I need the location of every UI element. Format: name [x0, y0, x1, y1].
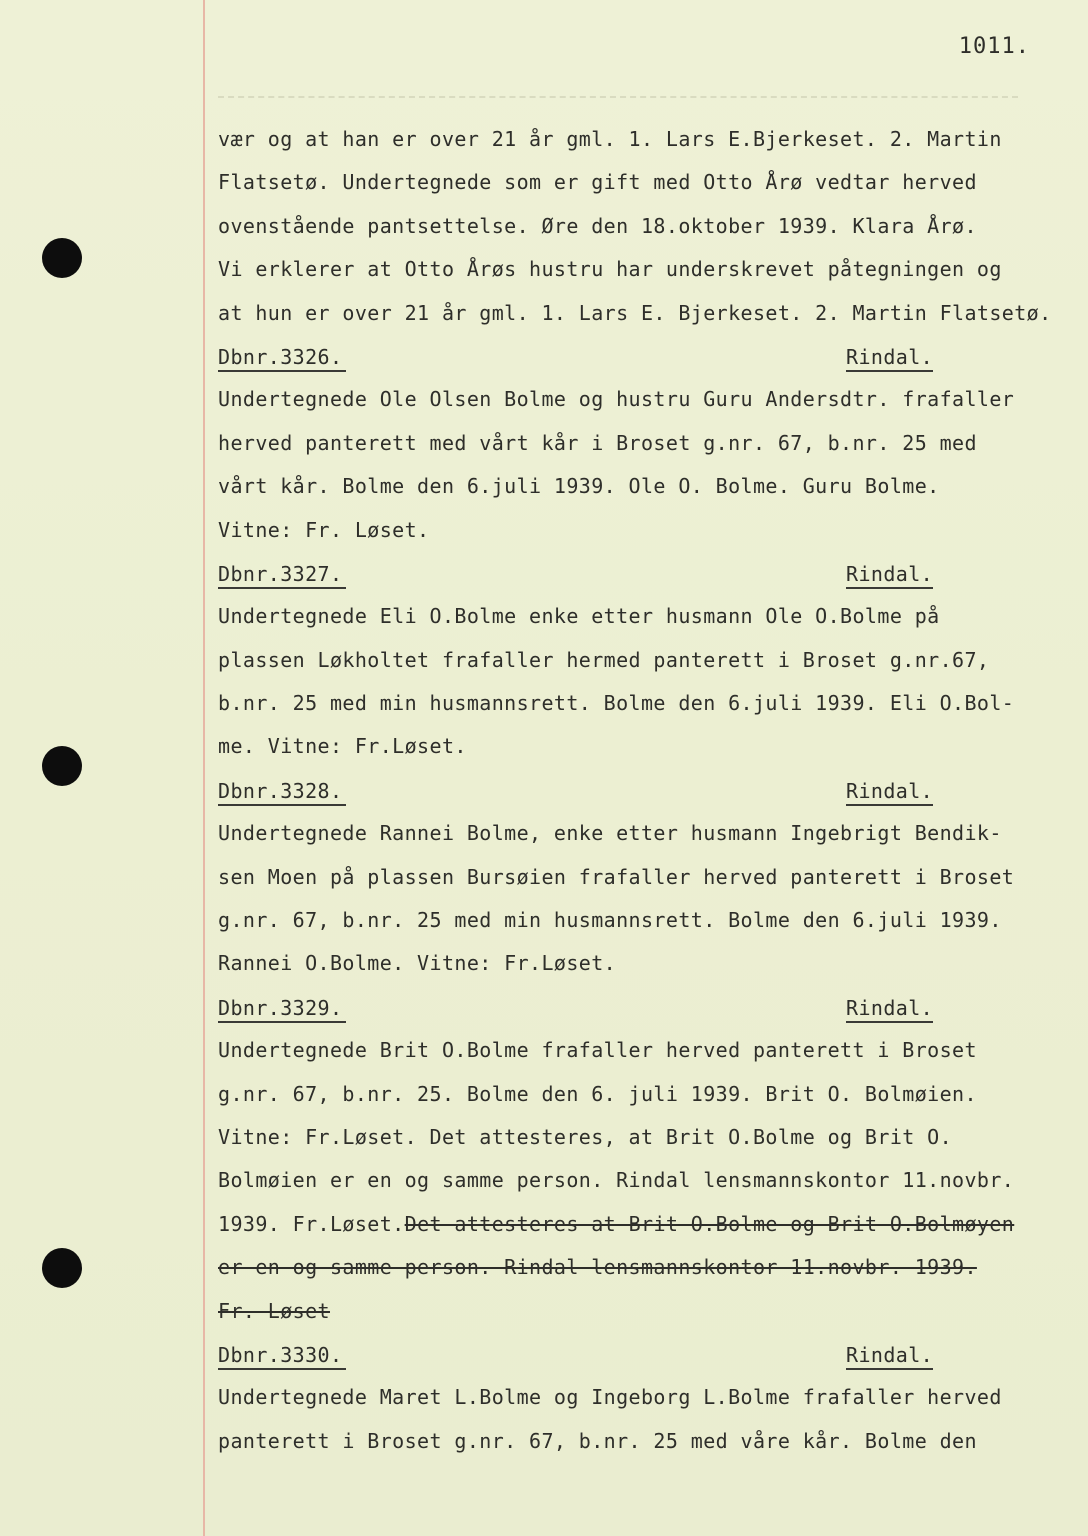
struck-line: [218, 1290, 1054, 1333]
text-line: herved panterett med vårt kår i Broset g.nr. 67, b.nr. 25 med: [218, 430, 977, 455]
punch-hole: [42, 238, 82, 278]
text-line: Vitne: Fr.Løset. Det attesteres, at Brit O.Bolme og Brit O.: [218, 1124, 953, 1149]
place-label: Rindal.: [846, 344, 933, 372]
dbnr-label: Dbnr.3328.: [218, 778, 346, 806]
struck-line: [218, 1246, 1054, 1289]
punch-hole: [42, 746, 82, 786]
text-line: panterett i Broset g.nr. 67, b.nr. 25 med våre kår. Bolme den: [218, 1428, 977, 1453]
text-line: g.nr. 67, b.nr. 25 med min husmannsrett. Bolme den 6.juli 1939.: [218, 908, 1002, 933]
text-line: [218, 1203, 1054, 1246]
entry-heading: [218, 552, 938, 595]
text-line: Undertegnede Ole Olsen Bolme og hustru Guru Andersdtr. frafaller: [218, 387, 1015, 412]
place-label: Rindal.: [846, 778, 933, 806]
text-line: plassen Løkholtet frafaller hermed panterett i Broset g.nr.67,: [218, 647, 990, 672]
entry-heading: [218, 335, 938, 378]
faint-rule: [218, 96, 1018, 98]
struck-text: Det attesteres at Brit O.Bolme og Brit O.Bolmøyen: [404, 1211, 1015, 1236]
entry-heading: [218, 986, 938, 1029]
text-line: sen Moen på plassen Bursøien frafaller herved panterett i Broset: [218, 864, 1015, 889]
text-line: vær og at han er over 21 år gml. 1. Lars E.Bjerkeset. 2. Martin: [218, 127, 1002, 151]
text-line: Undertegnede Eli O.Bolme enke etter husmann Ole O.Bolme på: [218, 604, 940, 629]
text-line: Vitne: Fr. Løset.: [218, 517, 430, 542]
dbnr-label: Dbnr.3329.: [218, 995, 346, 1023]
text-line: Undertegnede Brit O.Bolme frafaller herved panterett i Broset: [218, 1038, 977, 1063]
entry-heading: [218, 769, 938, 812]
text-line: Undertegnede Maret L.Bolme og Ingeborg L.Bolme frafaller herved: [218, 1385, 1002, 1410]
place-label: Rindal.: [846, 561, 933, 589]
margin-rule: [203, 0, 205, 1536]
text-line: Vi erklerer at Otto Årøs hustru har underskrevet påtegningen og: [218, 257, 1002, 282]
text-line: at hun er over 21 år gml. 1. Lars E. Bjerkeset. 2. Martin Flatsetø.: [218, 300, 1052, 325]
text-line: Flatsetø. Undertegnede som er gift med Otto Årø vedtar herved: [218, 170, 977, 195]
dbnr-label: Dbnr.3326.: [218, 344, 346, 372]
punch-hole: [42, 1248, 82, 1288]
text-line: Bolmøien er en og samme person. Rindal lensmannskontor 11.novbr.: [218, 1168, 1015, 1193]
document-body: [218, 118, 1054, 1463]
text-line: Undertegnede Rannei Bolme, enke etter husmann Ingebrigt Bendik-: [218, 821, 1002, 846]
dbnr-label: Dbnr.3330.: [218, 1342, 346, 1370]
text-line: ovenstående pantsettelse. Øre den 18.oktober 1939. Klara Årø.: [218, 213, 977, 238]
page-number: 1011.: [958, 34, 1030, 59]
line-text: 1939. Fr.Løset.: [218, 1211, 405, 1236]
place-label: Rindal.: [846, 995, 933, 1023]
text-line: vårt kår. Bolme den 6.juli 1939. Ole O. Bolme. Guru Bolme.: [218, 474, 940, 499]
dbnr-label: Dbnr.3327.: [218, 561, 346, 589]
text-line: b.nr. 25 med min husmannsrett. Bolme den 6.juli 1939. Eli O.Bol-: [218, 691, 1015, 716]
place-label: Rindal.: [846, 1342, 933, 1370]
text-line: me. Vitne: Fr.Løset.: [218, 734, 467, 759]
struck-text: er en og samme person. Rindal lensmannskontor 11.novbr. 1939.: [218, 1255, 977, 1280]
text-line: Rannei O.Bolme. Vitne: Fr.Løset.: [218, 951, 617, 976]
struck-text: Fr. Løset: [218, 1298, 330, 1323]
text-line: g.nr. 67, b.nr. 25. Bolme den 6. juli 1939. Brit O. Bolmøien.: [218, 1081, 977, 1106]
entry-heading: [218, 1333, 938, 1376]
